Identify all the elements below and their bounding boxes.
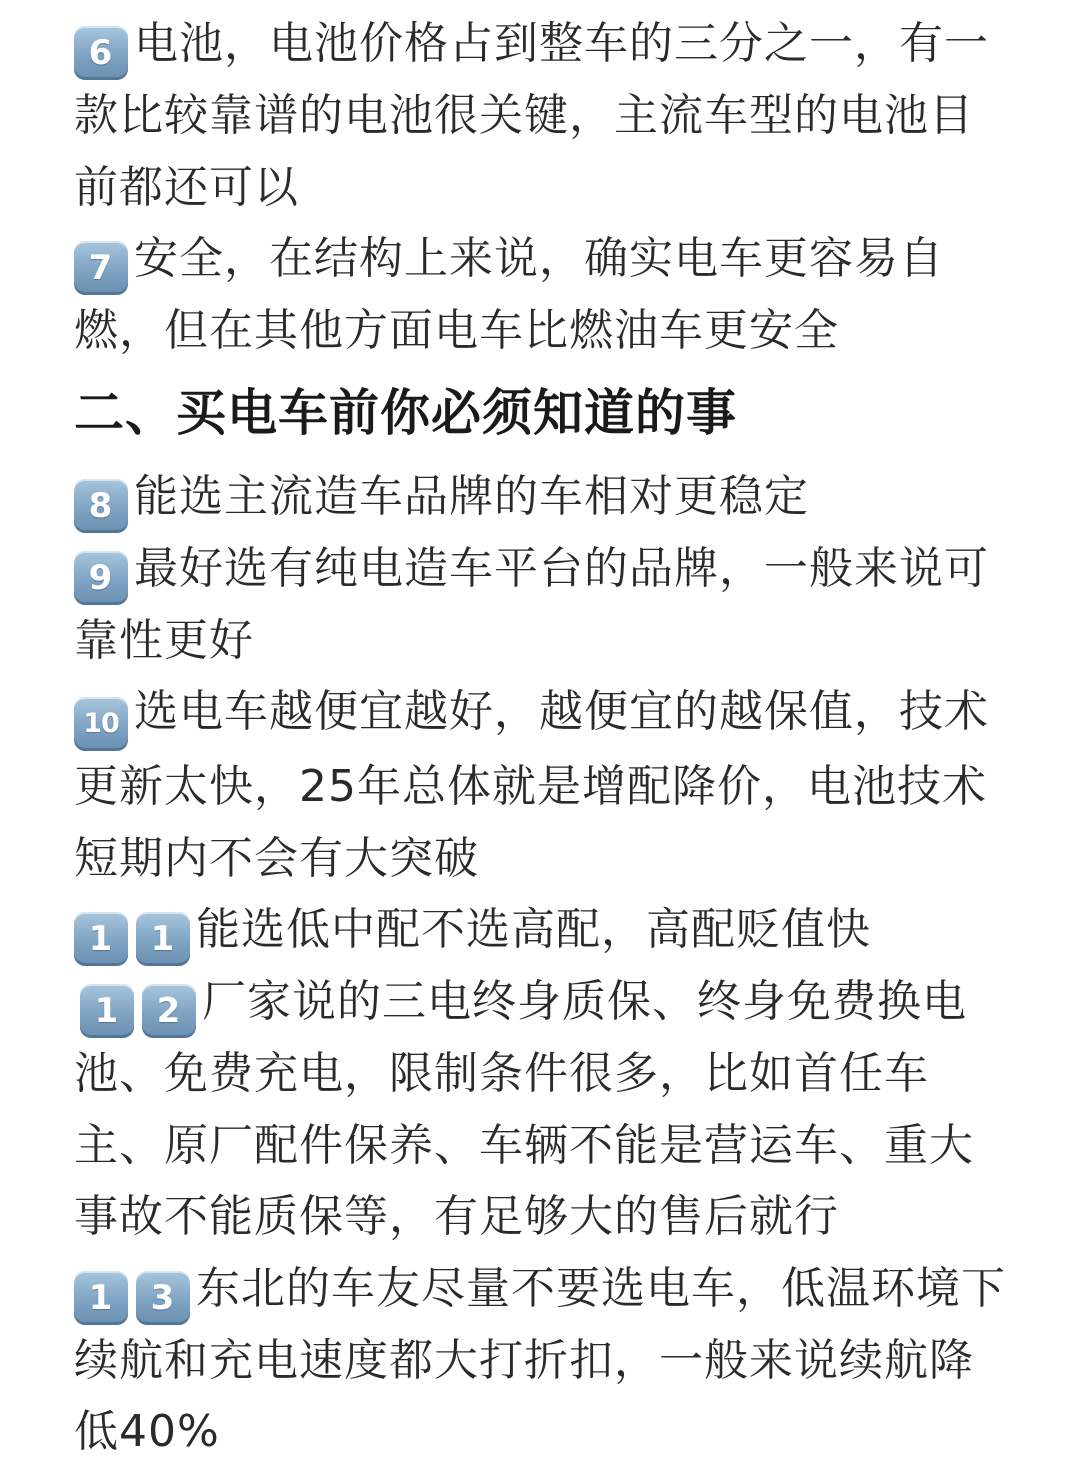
list-item-text: 能选主流造车品牌的车相对更稳定: [134, 470, 809, 522]
keycap-1-icon: 1: [74, 1271, 128, 1325]
keycap-1-icon: 1: [74, 912, 128, 966]
keycap-9-icon: 9: [74, 551, 128, 605]
keycap-8-icon: 8: [74, 479, 128, 533]
list-item-text: 厂家说的三电终身质保、终身免费换电池、免费充电，限制条件很多，比如首任车主、原厂配件保养、车辆不能是营运车、重大事故不能质保等，有足够大的售后就行: [74, 976, 974, 1242]
list-item-9: [74, 533, 1014, 677]
list-item-7: [74, 223, 1014, 367]
keycap-1-icon: 1: [80, 984, 134, 1038]
list-item-8: [74, 461, 1014, 533]
list-item-11: [74, 894, 1014, 966]
article-body: [74, 8, 1014, 1468]
section-heading: 二、买电车前你必须知道的事: [74, 383, 737, 442]
keycap-10-icon: 10: [74, 697, 128, 751]
list-item-6: [74, 8, 1014, 223]
list-item-13: [74, 1253, 1014, 1468]
list-item-text: 能选低中配不选高配，高配贬值快: [196, 904, 871, 955]
keycap-1-icon: 1: [136, 912, 190, 966]
list-item-text: 电池，电池价格占到整车的三分之一，有一款比较靠谱的电池很关键，主流车型的电池目前都还可以: [74, 18, 989, 213]
list-item-10: [74, 676, 1014, 894]
list-item-text: 东北的车友尽量不要选电车，低温环境下续航和充电速度都大打折扣，一般来说续航降低40%: [74, 1262, 1006, 1457]
keycap-7-icon: 7: [74, 241, 128, 295]
keycap-3-icon: 3: [136, 1271, 190, 1325]
list-item-12: [74, 966, 1014, 1253]
keycap-6-icon: 6: [74, 26, 128, 80]
list-item-text: 选电车越便宜越好，越便宜的越保值，技术更新太快，25年总体就是增配降价，电池技术短期内不会有大突破: [74, 686, 989, 884]
keycap-2-icon: 2: [142, 984, 196, 1038]
list-item-text: 最好选有纯电造车平台的品牌，一般来说可靠性更好: [74, 542, 989, 666]
list-item-text: 安全，在结构上来说，确实电车更容易自燃，但在其他方面电车比燃油车更安全: [74, 233, 944, 356]
